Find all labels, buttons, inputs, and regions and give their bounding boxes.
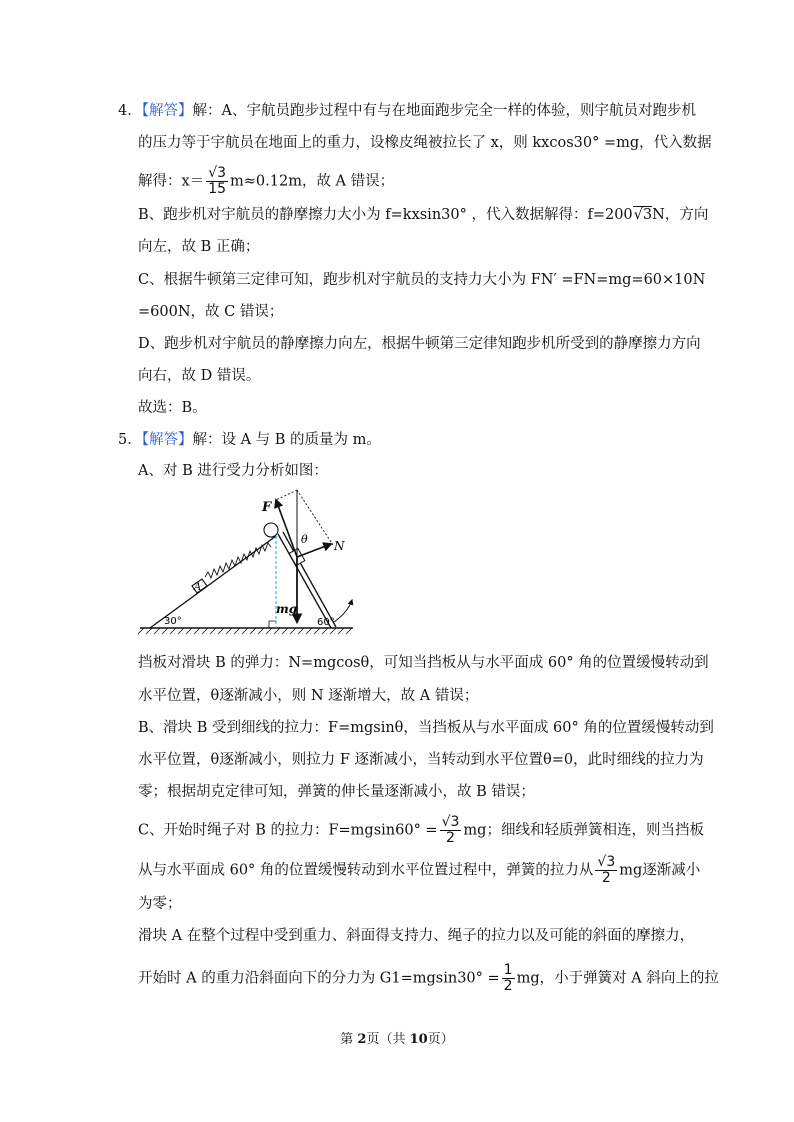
q5-line-11: 滑块 A 在整个过程中受到重力、斜面得支持力、绳子的拉力以及可能的斜面的摩擦力，	[138, 928, 695, 944]
q4-line-9: 向右，故 D 错误。	[138, 368, 261, 384]
label-n: N	[334, 539, 345, 553]
q4-l4-post: N，方向	[652, 207, 709, 223]
q5-line-6: 水平位置，θ逐渐减小，则拉力 F 逐渐减小，当转动到水平位置θ=0，此时细线的拉力为	[138, 752, 704, 768]
q4-line-8: D、跑步机对宇航员的静摩擦力向左，根据牛顿第三定律知跑步机所受到的静摩擦力方向	[138, 336, 701, 352]
q5-l9-pre: 从与水平面成 60° 角的位置缓慢转动到水平位置过程中，弹簧的拉力从	[138, 862, 594, 879]
q5-l9-post: mg逐渐减小	[619, 862, 701, 879]
q5-line-3: 挡板对滑块 B 的弹力：N=mgcosθ，可知当挡板从与水平面成 60° 角的位置缓慢转动到	[138, 655, 709, 671]
label-30deg: 30°	[164, 616, 182, 627]
footer-mid: 页（共	[366, 1032, 410, 1047]
q4-line-6: C、根据牛顿第三定律可知，跑步机对宇航员的支持力大小为 FN′ =FN=mg=60×10N	[138, 272, 706, 288]
q4-l3-post: m≈0.12m，故 A 错误；	[230, 173, 395, 190]
q4-line-3	[138, 166, 394, 197]
q4-l3-pre: 解得：x＝	[138, 173, 205, 190]
footer-total-pages: 10	[409, 1032, 428, 1047]
rotation-arrow	[334, 600, 352, 622]
q5-l9-frac-num: √3	[597, 854, 616, 870]
q5-l8-frac-den: 2	[446, 830, 455, 846]
label-f: F	[262, 500, 272, 515]
q5-l8-pre: C、开始时绳子对 B 的拉力：F=mgsin60° =	[138, 822, 438, 839]
q5-line-1	[118, 430, 381, 450]
q5-l12-frac-den: 2	[503, 978, 513, 994]
q4-line-2: 的压力等于宇航员在地面上的重力，设橡皮绳被拉长了 x，则 kxcos30° =mg，代入数据	[138, 135, 712, 151]
force-diagram-figure	[138, 482, 368, 637]
q4-line-7: =600N，故 C 错误；	[138, 304, 284, 320]
q4-line-4	[138, 205, 708, 225]
label-60deg: 60°	[317, 617, 335, 628]
label-a: A	[194, 582, 202, 593]
q5-answer-tag: 【解答】	[141, 432, 193, 448]
q5-number: 5．	[118, 432, 142, 448]
q5-l8-fraction	[440, 815, 462, 846]
q4-text-1: 解：A、宇航员跑步过程中有与在地面跑步完全一样的体验，则宇航员对跑步机	[192, 103, 696, 119]
q4-number: 4．	[118, 103, 142, 119]
q5-line-12	[138, 963, 719, 994]
q5-line-2: A、对 B 进行受力分析如图：	[138, 463, 328, 479]
q5-l12-post: mg，小于弹簧对 A 斜向上的拉	[516, 970, 719, 987]
pulley	[264, 523, 278, 537]
q4-line-1	[118, 101, 696, 121]
footer-post: 页）	[427, 1032, 454, 1047]
q5-l12-pre: 开始时 A 的重力沿斜面向下的分力为 G1=mgsin30° =	[138, 970, 500, 987]
q5-line-9	[138, 855, 700, 886]
q5-line-7: 零；根据胡克定律可知，弹簧的伸长量逐渐减小，故 B 错误；	[138, 784, 535, 800]
q4-fraction	[206, 166, 228, 197]
q4-sqrt: √3	[633, 207, 653, 223]
q5-line-4: 水平位置，θ逐渐减小，则 N 逐渐增大，故 A 错误；	[138, 688, 479, 704]
label-theta: θ	[301, 533, 308, 546]
q5-line-8	[138, 815, 704, 846]
q5-line-10: 为零；	[138, 896, 182, 912]
q4-answer-tag: 【解答】	[141, 103, 193, 119]
q5-l8-post: mg；细线和轻质弹簧相连，则当挡板	[463, 822, 704, 839]
q5-l12-frac-num: 1	[503, 962, 513, 978]
q4-line-10: 故选：B。	[138, 400, 207, 416]
footer-page-number: 2	[357, 1032, 367, 1047]
q4-frac-den: 15	[208, 181, 227, 197]
footer-pre: 第	[340, 1032, 358, 1047]
q4-l4-pre: B、跑步机对宇航员的静摩擦力大小为 f=kxsin30° ，代入数据解得：f=200	[138, 207, 633, 223]
q4-line-5: 向左，故 B 正确；	[138, 239, 260, 255]
ground-hatch	[138, 628, 352, 634]
q5-l9-frac-den: 2	[601, 870, 611, 886]
page-footer	[0, 1028, 794, 1047]
q5-l8-frac-num: √3	[441, 814, 460, 830]
q4-frac-num: √3	[208, 165, 227, 181]
q5-line-5: B、滑块 B 受到细线的拉力：F=mgsinθ，当挡板从与水平面成 60° 角的位置缓慢转动到	[138, 720, 714, 736]
dotted-top	[276, 490, 297, 500]
q5-text-1: 解：设 A 与 B 的质量为 m。	[192, 432, 381, 448]
right-angle-mark	[269, 621, 276, 628]
q5-l9-fraction	[595, 855, 617, 886]
spring	[205, 543, 271, 578]
q5-l12-fraction	[502, 963, 515, 994]
label-mg: mg	[276, 602, 298, 616]
